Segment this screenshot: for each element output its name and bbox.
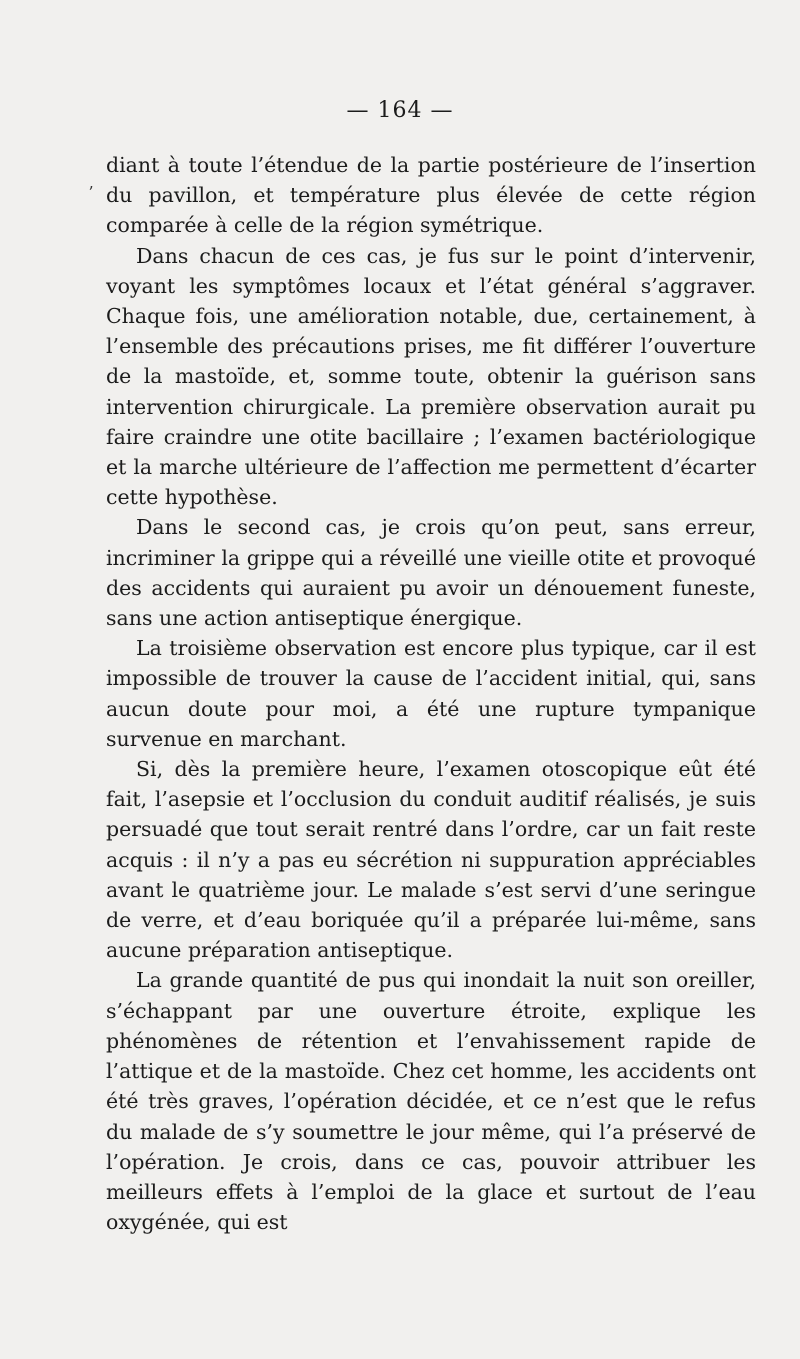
page-number: — 164 — <box>346 98 454 123</box>
paragraph-4: La troisième observation est encore plus typique, car il est impossible de trouver la cause de l’accident initial, qui, sans aucun doute pour moi, a été une rupture tympanique survenue en marchant. <box>106 636 756 751</box>
paragraph-2: Dans chacun de ces cas, je fus sur le point d’intervenir, voyant les symptômes locaux et l’état général s’aggraver. Chaque fois, une amélioration notable, due, certainement, à l’ensemble des précautions prises, me fit différer l’ouverture de la mastoïde, et, somme toute, obtenir la guérison sans intervention chirurgicale. La première observation aurait pu faire craindre une otite bacillaire ; l’examen bactériologique et la marche ultérieure de l’affection me permettent d’écarter cette hypothèse. <box>106 243 756 510</box>
paragraph-3: Dans le second cas, je crois qu’on peut, sans erreur, incriminer la grippe qui a réveillé une vieille otite et provoqué des accidents qui auraient pu avoir un dénouement funeste, sans une action antiseptique énergique. <box>106 515 756 631</box>
paragraph-6: La grande quantité de pus qui inondait la nuit son oreiller, s’échappant par une ouverture étroite, explique les phénomènes de rétention et l’envahissement rapide de l’attique et de la mastoïde. Chez cet homme, les accidents ont été très graves, l’opération décidée, et ce n’est que le refus du malade de s’y soumettre le jour même, qui l’a préservé de l’opération. Je crois, dans ce cas, pouvoir attribuer les meilleurs effets à l’emploi de la glace et surtout de l’eau oxygénée, qui est <box>106 968 756 1235</box>
paragraph-1: diant à toute l’étendue de la partie postérieure de l’insertion du pavillon, et température plus élevée de cette région comparée à celle de la région symétrique. <box>106 153 756 238</box>
body-text <box>106 150 756 1237</box>
paragraph-5: Si, dès la première heure, l’examen otoscopique eût été fait, l’asepsie et l’occlusion du conduit auditif réalisés, je suis persuadé que tout serait rentré dans l’ordre, car un fait reste acquis : il n’y a pas eu sécrétion ni suppuration appréciables avant le quatrième jour. Le malade s’est servi d’une seringue de verre, et d’eau boriquée qu’il a préparée lui-même, sans aucune préparation antiseptique. <box>106 757 756 963</box>
margin-mark: ʼ <box>88 183 94 202</box>
